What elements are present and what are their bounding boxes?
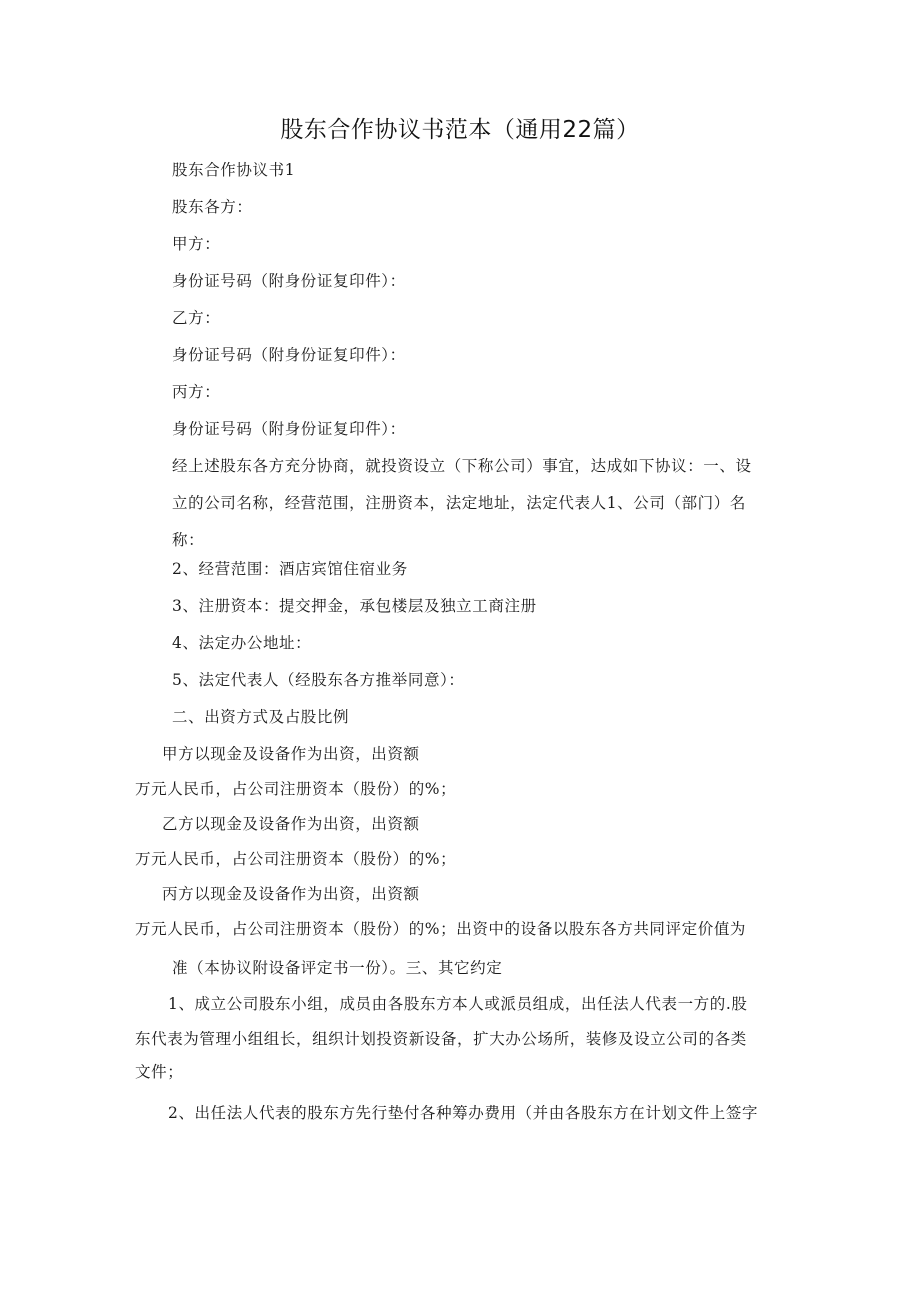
paragraph-line: 股东各方： (172, 198, 253, 216)
paragraph-line: 东代表为管理小组组长，组织计划投资新设备，扩大办公场所，装修及设立公司的各类 (135, 1030, 747, 1048)
paragraph-line: 乙方： (172, 309, 221, 327)
paragraph-line: 文件； (135, 1063, 184, 1081)
paragraph-line: 甲方以现金及设备作为出资，出资额 (162, 745, 420, 763)
paragraph-line: 万元人民币，占公司注册资本（股份）的%； (135, 850, 457, 868)
paragraph-line: 2、经营范围：酒店宾馆住宿业务 (172, 560, 408, 578)
paragraph-line: 身份证号码（附身份证复印件）： (172, 272, 406, 290)
paragraph-line: 1、成立公司股东小组，成员由各股东方本人或派员组成，出任法人代表一方的.股 (168, 995, 748, 1013)
paragraph-line: 甲方： (172, 235, 221, 253)
paragraph-line: 准（本协议附设备评定书一份）。三、其它约定 (172, 959, 503, 977)
paragraph-line: 丙方： (172, 383, 221, 401)
paragraph-line: 2、出任法人代表的股东方先行垫付各种筹办费用（并由各股东方在计划文件上签字 (168, 1104, 759, 1122)
paragraph-line: 经上述股东各方充分协商，就投资设立（下称公司）事宜，达成如下协议：一、设 (172, 457, 752, 475)
paragraph-line: 身份证号码（附身份证复印件）： (172, 420, 406, 438)
paragraph-line: 称： (172, 531, 205, 549)
paragraph-line: 二、出资方式及占股比例 (172, 708, 350, 726)
paragraph-line: 4、法定办公地址： (172, 634, 312, 652)
paragraph-line: 丙方以现金及设备作为出资，出资额 (162, 885, 420, 903)
paragraph-line: 立的公司名称，经营范围，注册资本，法定地址，法定代表人1、公司（部门）名 (172, 494, 746, 512)
paragraph-line: 3、注册资本：提交押金，承包楼层及独立工商注册 (172, 597, 537, 615)
paragraph-line: 乙方以现金及设备作为出资，出资额 (162, 815, 420, 833)
paragraph-line: 万元人民币，占公司注册资本（股份）的%； (135, 780, 457, 798)
paragraph-line: 股东合作协议书1 (172, 161, 296, 179)
document-title: 股东合作协议书范本（通用22篇） (280, 117, 640, 143)
paragraph-line: 5、法定代表人（经股东各方推举同意）： (172, 671, 465, 689)
paragraph-line: 万元人民币，占公司注册资本（股份）的%；出资中的设备以股东各方共同评定价值为 (135, 920, 747, 938)
paragraph-line: 身份证号码（附身份证复印件）： (172, 346, 406, 364)
